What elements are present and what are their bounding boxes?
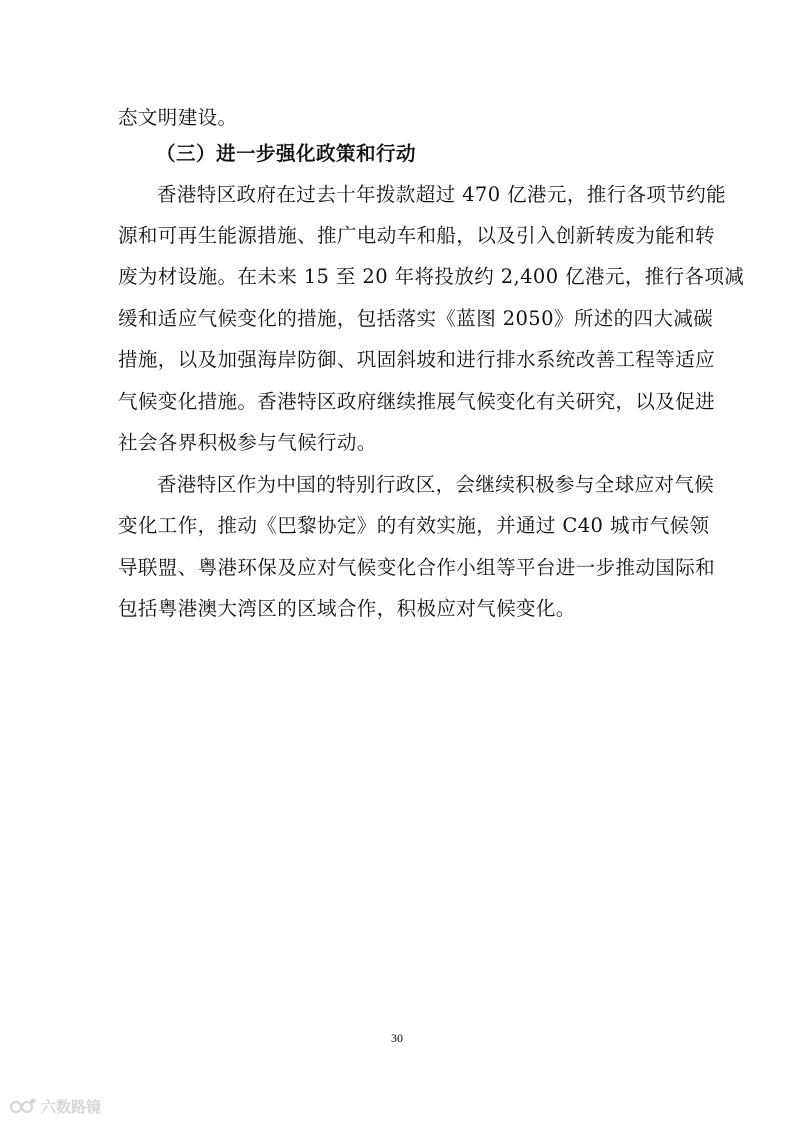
watermark-text: 六数路镜 (41, 1097, 102, 1116)
body-text-line: 态文明建设。 (118, 106, 238, 129)
paragraph-1-line-3: 废为材设施。在未来 15 至 20 年将投放约 2,400 亿港元，推行各项减 (118, 265, 745, 288)
paragraph-1-line-7: 社会各界积极参与气候行动。 (118, 431, 377, 454)
paragraph-1-line-2: 源和可再生能源措施、推广电动车和船，以及引入创新转废为能和转 (118, 224, 716, 247)
paragraph-1-line-4: 缓和适应气候变化的措施，包括落实《蓝图 2050》所述的四大减碳 (118, 307, 714, 330)
paragraph-2-line-1: 香港特区作为中国的特别行政区，会继续积极参与全球应对气候 (157, 473, 715, 496)
paragraph-2-line-3: 导联盟、粤港环保及应对气候变化合作小组等平台进一步推动国际和 (118, 556, 716, 579)
paragraph-1-line-1: 香港特区政府在过去十年拨款超过 470 亿港元，推行各项节约能 (157, 183, 727, 206)
page-number: 30 (391, 1031, 403, 1045)
watermark (10, 1095, 101, 1117)
section-heading: （三）进一步强化政策和行动 (156, 142, 417, 165)
paragraph-2-line-4: 包括粤港澳大湾区的区域合作，积极应对气候变化。 (118, 597, 576, 620)
paragraph-1-line-5: 措施，以及加强海岸防御、巩固斜坡和进行排水系统改善工程等适应 (118, 348, 716, 371)
paragraph-1-line-6: 气候变化措施。香港特区政府继续推展气候变化有关研究，以及促进 (118, 390, 716, 413)
paragraph-2-line-2: 变化工作，推动《巴黎协定》的有效实施，并通过 C40 城市气候领 (118, 514, 710, 537)
watermark-logo-icon (10, 1096, 37, 1116)
